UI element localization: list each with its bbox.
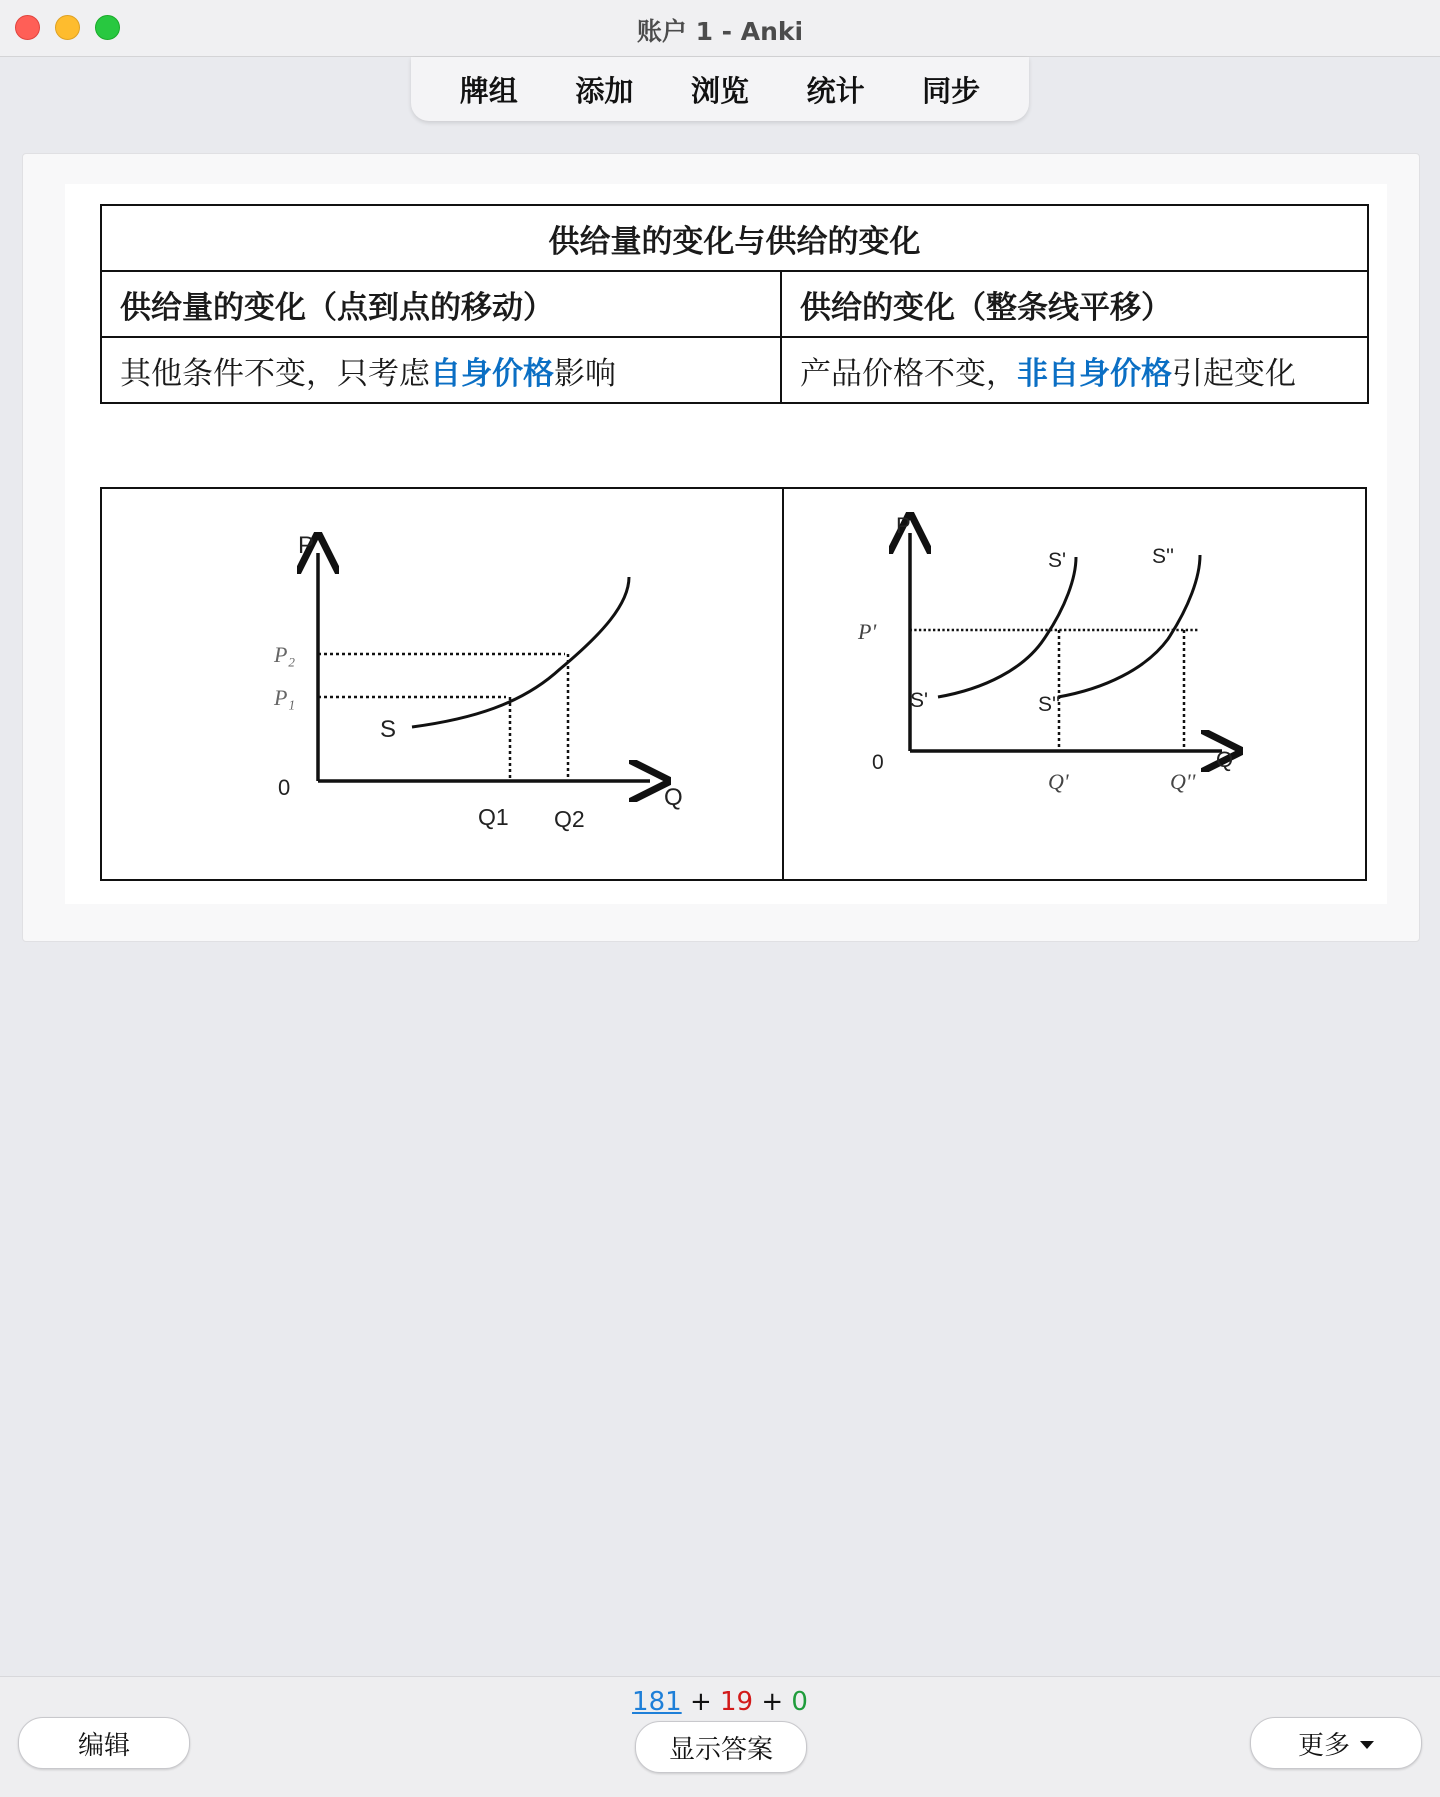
s1-bottom-label: S': [910, 689, 929, 712]
y-axis-label: P: [298, 532, 315, 559]
left-column-body: [101, 337, 781, 403]
review-count: 0: [791, 1687, 808, 1717]
q1-label: Q1: [478, 804, 509, 830]
window-title: 账户 1 - Anki: [636, 17, 804, 46]
right-column-body: [781, 337, 1368, 403]
tab-sync[interactable]: 同步: [922, 73, 981, 108]
comparison-table: [100, 204, 1369, 404]
y-axis-label: P: [896, 513, 911, 538]
due-counts: [0, 1687, 1440, 1717]
right-column-header: 供给的变化（整条线平移）: [781, 271, 1368, 337]
left-column-header: 供给量的变化（点到点的移动）: [101, 271, 781, 337]
q1-label: Q': [1048, 769, 1069, 794]
show-answer-label: 显示答案: [668, 1734, 773, 1765]
q2-label: Q'': [1170, 769, 1196, 794]
s2-top-label: S'': [1152, 545, 1175, 568]
text-segment: 引起变化: [1172, 355, 1296, 392]
graphs-panel: [100, 487, 1367, 881]
supply-curve-s2: [1058, 555, 1200, 697]
tab-browse[interactable]: 浏览: [690, 73, 749, 108]
plus-sign: +: [689, 1687, 712, 1717]
p2-label: P₂: [274, 642, 296, 667]
q2-label: Q2: [554, 806, 585, 832]
x-axis-label: Q: [1216, 747, 1234, 772]
card-content: [65, 184, 1387, 904]
highlight-text: 非自身价格: [1017, 355, 1172, 392]
review-card: [22, 153, 1420, 942]
movement-along-curve-graph: [102, 489, 782, 879]
show-answer-button[interactable]: [635, 1721, 807, 1773]
supply-curve: [412, 577, 629, 727]
new-count[interactable]: 181: [632, 1687, 682, 1717]
tab-stats[interactable]: 统计: [806, 73, 865, 108]
bottom-bar: [0, 1676, 1440, 1797]
text-segment: 其他条件不变，只考虑: [120, 355, 430, 392]
plus-sign: +: [761, 1687, 784, 1717]
shift-of-curve-graph: [784, 489, 1364, 879]
origin-label: 0: [278, 775, 291, 800]
highlight-text: 自身价格: [430, 355, 554, 392]
supply-curve-s1: [938, 557, 1076, 697]
edit-button[interactable]: [18, 1717, 190, 1769]
learn-count: 19: [720, 1687, 754, 1717]
tab-add[interactable]: 添加: [575, 73, 634, 108]
s2-bottom-label: S'': [1038, 693, 1061, 716]
text-segment: 影响: [554, 355, 616, 392]
x-axis-label: Q: [664, 784, 683, 811]
edit-button-label: 编辑: [77, 1730, 130, 1761]
title-bar: [0, 0, 1440, 57]
more-button[interactable]: [1250, 1717, 1422, 1769]
p1-label: P₁: [274, 685, 296, 710]
s1-top-label: S': [1048, 549, 1067, 572]
main-toolbar: [411, 57, 1029, 121]
chevron-down-icon: [1360, 1741, 1374, 1749]
tab-decks[interactable]: 牌组: [459, 73, 518, 108]
origin-label: 0: [872, 751, 884, 774]
p-label: P': [858, 619, 877, 644]
text-segment: 产品价格不变，: [800, 355, 1017, 392]
table-title: 供给量的变化与供给的变化: [101, 205, 1368, 271]
more-button-label: 更多: [1297, 1730, 1350, 1761]
curve-label: S: [380, 716, 397, 743]
